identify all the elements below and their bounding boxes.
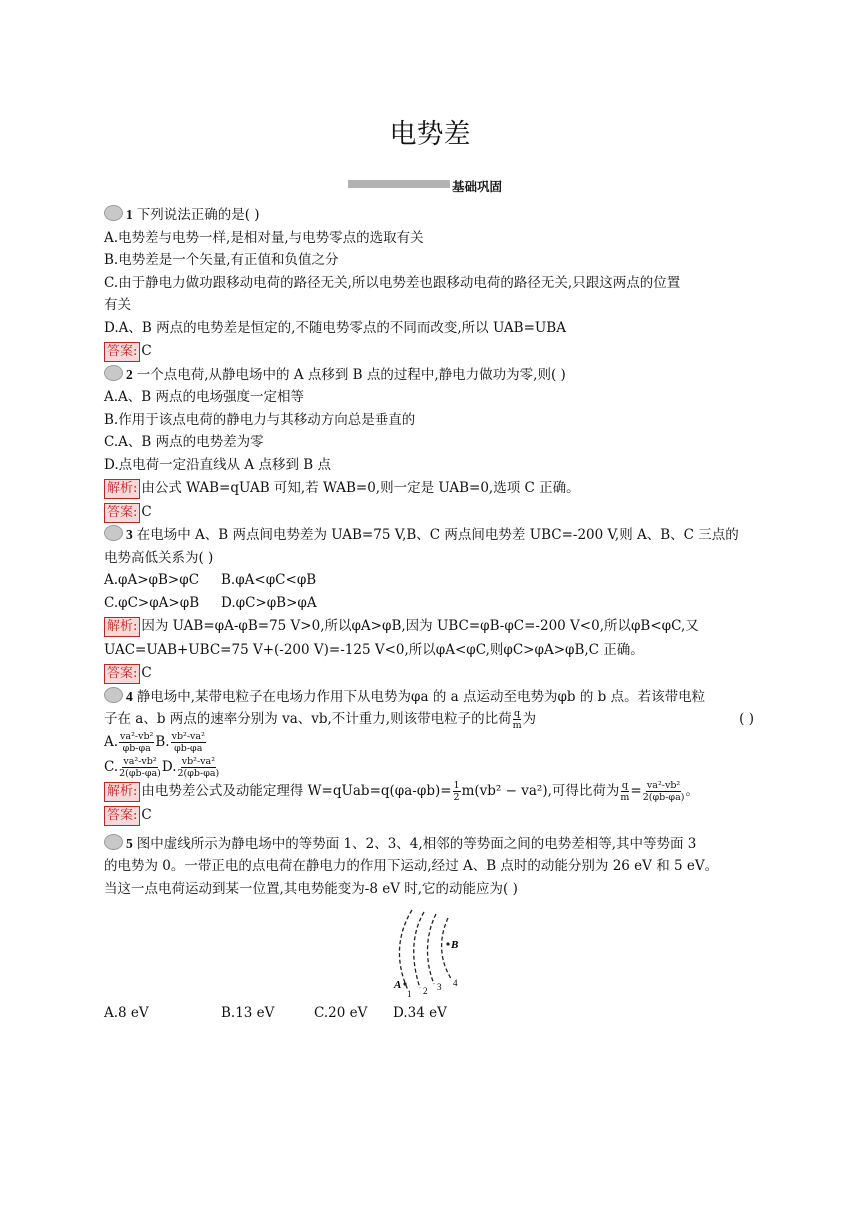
option-b: B.作用于该点电荷的静电力与其移动方向总是垂直的: [104, 411, 416, 428]
option-a: A.电势差与电势一样,是相对量,与电势零点的选取有关: [104, 229, 424, 246]
option-b: B.13 eV: [221, 1005, 275, 1021]
analysis-tag: 解析:: [104, 479, 140, 499]
question-number: 5: [126, 835, 133, 851]
answer-value: C: [141, 343, 152, 359]
label-3: 3: [437, 982, 442, 992]
option-b-label: B.: [155, 734, 170, 751]
option-c-continued: 有关: [104, 297, 131, 313]
analysis-tag: 解析:: [104, 617, 140, 637]
fraction-denominator: m: [620, 792, 630, 803]
fraction-denominator: φb-φa: [174, 743, 203, 754]
option-d: D.φC>φB>φA: [221, 594, 317, 611]
question-marker-icon: [104, 365, 123, 381]
answer-value: C: [141, 807, 152, 823]
section-bar: [348, 180, 450, 188]
question-text: 图中虚线所示为静电场中的等势面 1、2、3、4,相邻的等势面之间的电势差相等,其中等势面 3: [136, 835, 697, 852]
fraction-numerator: va²-vb²: [120, 731, 154, 742]
label-4: 4: [453, 978, 458, 988]
label-2: 2: [423, 986, 428, 996]
option-a: A.A、B 两点的电场强度一定相等: [104, 389, 305, 405]
label-a: A: [394, 979, 402, 991]
answer-blank: ( ): [739, 711, 754, 728]
point-b: [446, 942, 449, 945]
fraction-denominator: 2: [453, 792, 460, 803]
question-text-continued: 的电势为 0。一带正电的点电荷在静电力的作用下运动,经过 A、B 点时的动能分别为 26 eV 和 5 eV。: [104, 858, 719, 874]
answer-value: C: [141, 665, 152, 681]
answer-tag: 答案:: [104, 342, 140, 362]
fraction-numerator: vb²-va²: [181, 756, 216, 767]
question-text-continued: 当这一点电荷运动到某一位置,其电势能变为-8 eV 时,它的动能应为( ): [104, 880, 518, 897]
analysis-text: 由电势差公式及动能定理得 W=qUab=q(φa-φb)=: [141, 783, 452, 800]
option-d-fraction: [178, 756, 220, 779]
question-number: 4: [126, 688, 133, 704]
point-a: [403, 982, 406, 985]
options-row-1: [104, 569, 754, 592]
section-title: 基础巩固: [452, 179, 503, 194]
option-d-label: D.: [161, 759, 177, 776]
fraction-numerator: 1: [453, 780, 460, 791]
question-text-part: 为: [522, 711, 537, 728]
label-1: 1: [407, 989, 412, 998]
question-3-stem: [104, 524, 754, 547]
fraction-numerator: q: [514, 708, 521, 719]
analysis-text: 因为 UAB=φA-φB=75 V>0,所以φA>φB,因为 UBC=φB-φC=-200 V<0,所以φB<φC,又: [141, 618, 699, 634]
options-row-1: [104, 731, 754, 754]
analysis-row: [104, 780, 754, 803]
options-row-2: [104, 756, 754, 779]
fraction-denominator: 2(φb-φa): [119, 768, 161, 779]
option-d: D.点电荷一定沿直线从 A 点移到 B 点: [104, 456, 331, 473]
question-text: 在电场中 A、B 两点间电势差为 UAB=75 V,B、C 两点间电势差 UBC=-200 V,则 A、B、C 三点的: [136, 527, 739, 543]
fraction-denominator: 2(φb-φa): [177, 768, 220, 779]
question-2-stem: [104, 364, 754, 387]
label-b: B: [451, 939, 459, 951]
question-marker-icon: [104, 834, 123, 850]
answer-tag: 答案:: [104, 503, 140, 523]
option-b: B.电势差是一个矢量,有正值和负值之分: [104, 252, 339, 268]
answer-row: [104, 804, 754, 827]
option-c: C.由于静电力做功跟移动电荷的路径无关,所以电势差也跟移动电荷的路径无关,只跟这两点的位置: [104, 274, 681, 291]
equipotential-figure: [390, 908, 480, 998]
option-a-fraction: [119, 731, 154, 754]
answer-tag: 答案:: [104, 806, 140, 826]
half-fraction: [453, 780, 461, 803]
question-text: 下列说法正确的是( ): [136, 207, 260, 223]
question-number: 1: [126, 207, 133, 222]
fraction-numerator: vb²-va²: [171, 731, 205, 742]
analysis-text: =: [630, 783, 642, 800]
question-text-part: 子在 a、b 两点的速率分别为 va、vb,不计重力,则该带电粒子的比荷: [104, 711, 512, 728]
options-row: [104, 1002, 754, 1025]
equipotential-line-3: [428, 914, 437, 984]
analysis-row: [104, 477, 754, 500]
question-text: 静电场中,某带电粒子在电场力作用下从电势为φa 的 a 点运动至电势为φb 的 b 点。若该带电粒: [136, 688, 706, 705]
answer-value: C: [141, 503, 152, 520]
option-a: A.φA>φB>φC: [104, 572, 200, 588]
question-4-stem: [104, 686, 754, 709]
option-d: D.34 eV: [393, 1005, 447, 1021]
question-number: 3: [126, 527, 133, 542]
page-title: 电势差: [389, 119, 471, 150]
option-c: C.A、B 两点的电势差为零: [104, 434, 264, 450]
option-a: A.8 eV: [104, 1005, 149, 1021]
fraction-denominator: m: [512, 720, 522, 731]
answer-row: [104, 501, 754, 524]
option-b: B.φA<φC<φB: [221, 572, 317, 588]
analysis-text: 由公式 WAB=qUAB 可知,若 WAB=0,则一定是 UAB=0,选项 C 正确。: [141, 480, 580, 496]
option-d: D.A、B 两点的电势差是恒定的,不随电势零点的不同而改变,所以 UAB=UBA: [104, 319, 566, 336]
question-text-continued: [104, 708, 754, 731]
answer-row: [104, 662, 754, 685]
fraction-denominator: φb-φa: [122, 743, 151, 754]
question-list: [104, 204, 754, 1025]
ratio-fraction: [513, 708, 522, 731]
analysis-text: m(vb² − va²),可得比荷为: [461, 783, 620, 800]
question-5-stem: [104, 833, 754, 856]
fraction-numerator: va²-vb²: [646, 780, 681, 791]
equipotential-diagram: [390, 908, 480, 998]
option-c-fraction: [119, 756, 161, 779]
question-marker-icon: [104, 205, 123, 221]
option-c: C.20 eV: [314, 1005, 368, 1021]
equipotential-line-2: [414, 912, 424, 988]
question-1-stem: [104, 204, 754, 227]
option-b-fraction: [171, 731, 206, 754]
fraction-numerator: q: [621, 780, 628, 791]
option-c: C.φC>φA>φB: [104, 594, 200, 611]
analysis-text-continued: UAC=UAB+UBC=75 V+(-200 V)=-125 V<0,所以φA<φC,则φC>φA>φB,C 正确。: [104, 641, 644, 658]
question-text: 一个点电荷,从静电场中的 A 点移到 B 点的过程中,静电力做功为零,则( ): [136, 366, 566, 383]
analysis-tag: 解析:: [104, 782, 140, 802]
answer-row: [104, 340, 754, 363]
equipotential-line-1: [399, 910, 412, 990]
options-row-2: [104, 592, 754, 615]
ratio-fraction: [620, 780, 629, 803]
question-number: 2: [126, 366, 133, 382]
question-text-continued: 电势高低关系为( ): [104, 549, 214, 566]
result-fraction: [643, 780, 685, 803]
fraction-numerator: va²-vb²: [123, 756, 157, 767]
option-c-label: C.: [104, 759, 119, 776]
question-marker-icon: [104, 687, 123, 703]
fraction-denominator: 2(φb-φa): [642, 792, 685, 803]
answer-tag: 答案:: [104, 664, 140, 684]
option-a-label: A.: [104, 734, 119, 751]
question-marker-icon: [104, 525, 123, 541]
analysis-row: [104, 615, 754, 638]
analysis-text: 。: [685, 783, 699, 800]
